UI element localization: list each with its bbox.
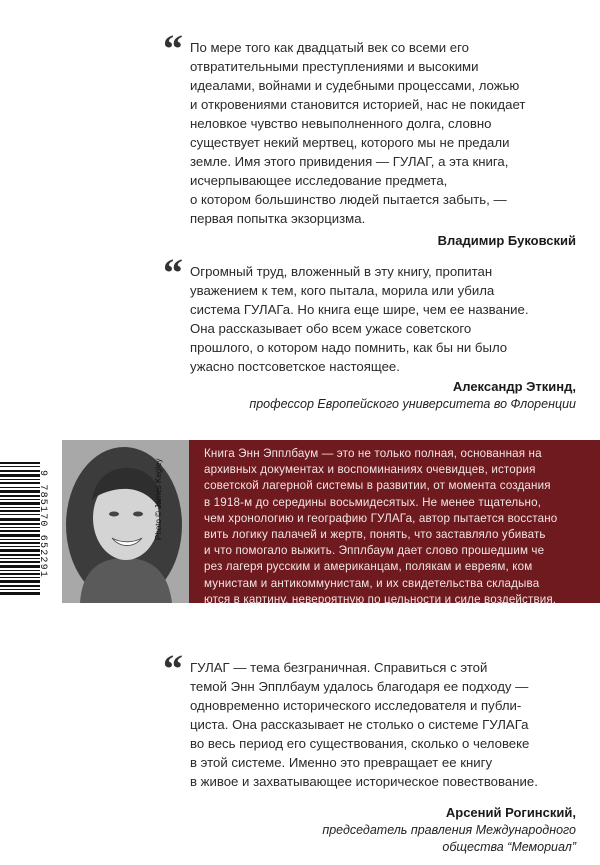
author-photo [62, 440, 189, 603]
quote-bukovsky [163, 26, 576, 250]
quote-etkind [163, 250, 576, 413]
quote-author-role: председатель правления Международного [322, 823, 576, 837]
quote-text: По мере того как двадцатый век со всеми его отвратительными преступлениями и высокими идеалами, войнами и судебными процессами, ложью и откровениями становится историей, нас не покидает неловкое чувство невыполненного долга, словно существует некий мертвец, которого мы не предали земле. Имя этого привидения — ГУЛАГ, а эта книга, исчерпывающее исследование предмета, о котором большинство людей пытается забыть, — первая попытка экзорцизма. Владимир Буковский [190, 40, 576, 248]
quote-author: Александр Эткинд, [452, 379, 576, 394]
author-portrait-image [62, 440, 189, 603]
barcode [0, 462, 58, 597]
quote-author-role: профессор Европейского университета во Флоренции [249, 397, 576, 411]
quote-author: Арсений Рогинский, [445, 805, 576, 820]
quote-author: Владимир Буковский [437, 233, 576, 248]
description-text: Книга Энн Эпплбаум — это не только полная, основанная на архивных документах и воспоминаниях очевидцев, история советской лагерной системы в развитии, от момента создания в 1918-м до середины восьмидесятых. Не менее тщательно, чем хронологию и географию ГУЛАГа, автор пытается восстано вить логику палачей и жертв, понять, что заставляло убивать и что помогало выжить. Эпплбаум дает слово прошедшим че рез лагеря русским и американцам, полякам и евреям, ком мунистам и антикоммунистам, и их свидетельства складыва ются в картину, невероятную по цельности и силе воздействия. [204, 447, 558, 606]
quote-mark-icon: “ [163, 250, 183, 295]
photo-credit: Photo © James Kegley [154, 458, 163, 540]
quote-mark-icon: “ [163, 646, 183, 691]
barcode-digits: 9 785170 652291 [37, 470, 48, 579]
quote-mark-icon: “ [163, 26, 183, 71]
quote-text: ГУЛАГ — тема безграничная. Справиться с этой темой Энн Эпплбаум удалось благодаря ее подходу — одновременно исторического исследователя и публи- циста. Она рассказывает не столько о системе ГУЛАГа во весь период его существования, сколько о человеке в этой системе. Именно это превращает ее книгу в живое и захватывающее историческое повествование. Арсений Рогинский, председатель правления Международного общества “Мемориал” [190, 660, 576, 854]
quote-author-role: общества “Мемориал” [442, 840, 576, 854]
quote-text: Огромный труд, вложенный в эту книгу, пропитан уважением к тем, кого пытала, морила или убила система ГУЛАГа. Но книга еще шире, чем ее название. Она рассказывает обо всем ужасе советского прошлого, о котором надо помнить, как бы ни было ужасно постсоветское настоящее. Александр Эткинд, профессор Европейского университета во Флоренции [190, 264, 576, 411]
quote-roginsky [163, 646, 576, 856]
